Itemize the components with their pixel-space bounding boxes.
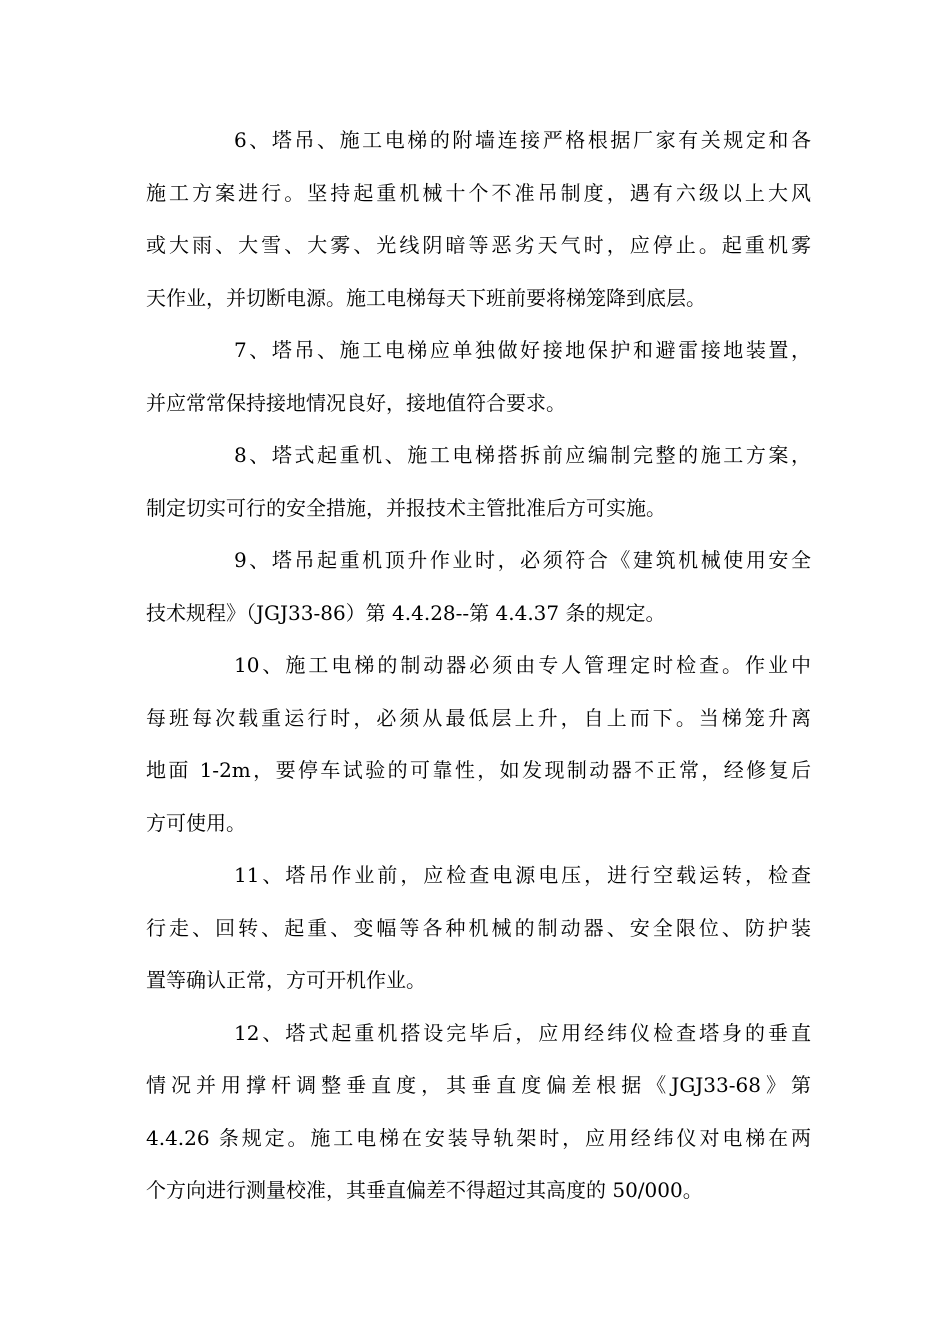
paragraph-7 [146, 324, 811, 429]
text-line: 技术规程》（JGJ33-86）第 4.4.28--第 4.4.37 条的规定。 [146, 600, 666, 625]
text-line: 并应常常保持接地情况良好，接地值符合要求。 [146, 390, 566, 415]
paragraph-9 [146, 534, 811, 639]
text-line: 12、塔式起重机搭设完毕后，应用经纬仪检查塔身的垂直 [234, 1020, 811, 1045]
text-line: 4.4.26 条规定。施工电梯在安装导轨架时，应用经纬仪对电梯在两 [146, 1125, 811, 1150]
text-line: 9、塔吊起重机顶升作业时，必须符合《建筑机械使用安全 [234, 548, 811, 572]
text-line: 7、塔吊、施工电梯应单独做好接地保护和避雷接地装置， [234, 338, 811, 362]
text-line: 地面 1-2m，要停车试验的可靠性，如发现制动器不正常，经修复后 [146, 758, 811, 782]
paragraph-6 [146, 114, 811, 324]
text-line: 施工方案进行。坚持起重机械十个不准吊制度，遇有六级以上大风 [146, 180, 811, 205]
text-line: 或大雨、大雪、大雾、光线阴暗等恶劣天气时，应停止。起重机雾 [146, 233, 811, 257]
paragraph-8 [146, 429, 811, 534]
text-line: 制定切实可行的安全措施，并报技术主管批准后方可实施。 [146, 495, 666, 520]
text-line: 置等确认正常，方可开机作业。 [146, 968, 426, 992]
text-line: 天作业，并切断电源。施工电梯每天下班前要将梯笼降到底层。 [146, 285, 706, 310]
paragraph-12 [146, 1007, 811, 1217]
text-line: 情况并用撑杆调整垂直度，其垂直度偏差根据《JGJ33-68》第 [146, 1073, 811, 1097]
text-line: 个方向进行测量校准，其垂直偏差不得超过其高度的 50/000。 [146, 1178, 703, 1202]
text-line: 8、塔式起重机、施工电梯搭拆前应编制完整的施工方案， [234, 443, 811, 467]
text-line: 行走、回转、起重、变幅等各种机械的制动器、安全限位、防护装 [146, 915, 811, 940]
text-line: 10、施工电梯的制动器必须由专人管理定时检查。作业中 [234, 653, 811, 677]
text-line: 11、塔吊作业前，应检查电源电压，进行空载运转，检查 [234, 863, 811, 887]
paragraph-11 [146, 849, 811, 1007]
text-line: 方可使用。 [146, 810, 246, 835]
document-body [146, 114, 811, 1217]
paragraph-10 [146, 639, 811, 849]
text-line: 6、塔吊、施工电梯的附墙连接严格根据厂家有关规定和各 [234, 128, 811, 152]
text-line: 每班每次载重运行时，必须从最低层上升，自上而下。当梯笼升离 [146, 705, 811, 730]
